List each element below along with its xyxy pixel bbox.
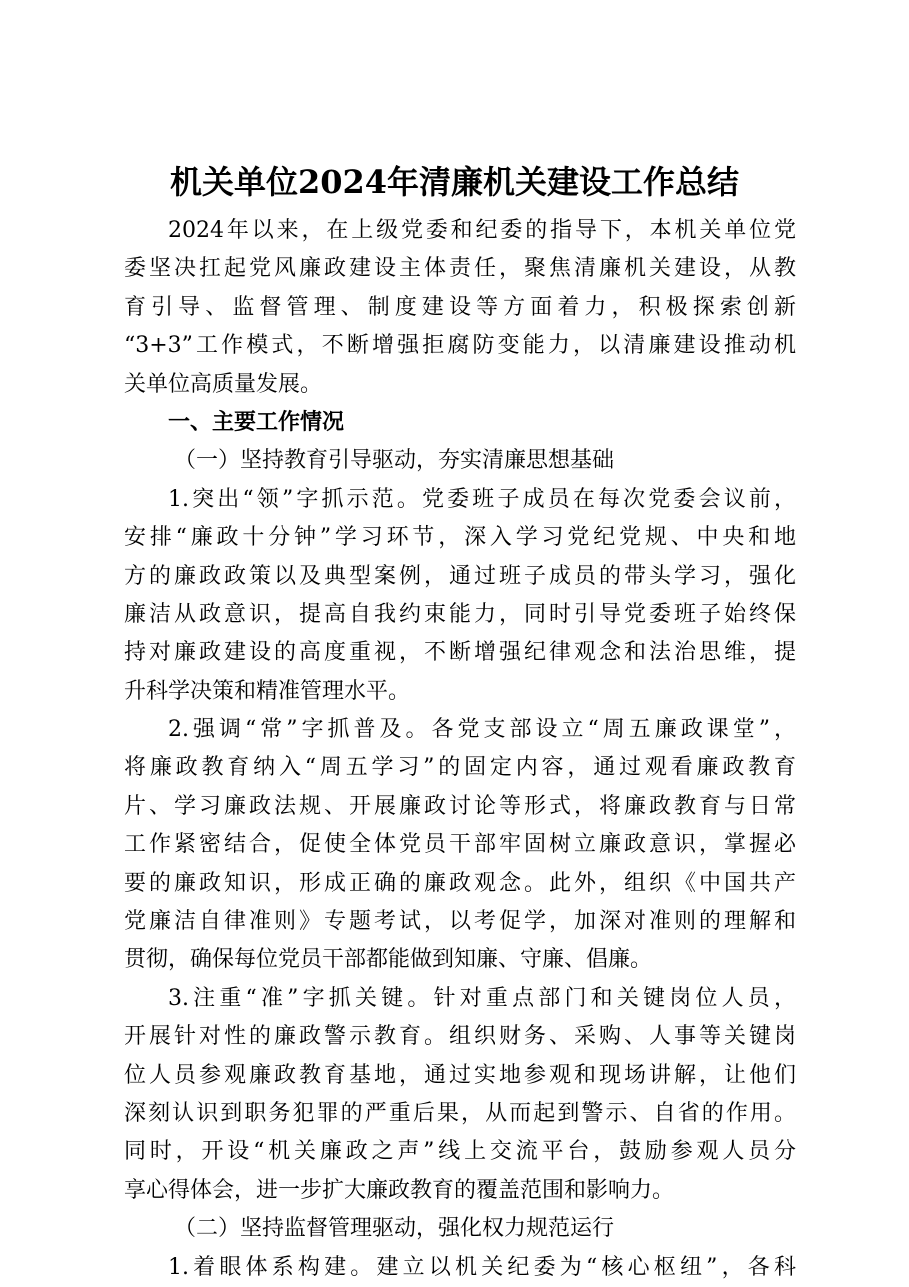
paragraph-line: 升科学决策和精准管理水平。 xyxy=(124,678,411,704)
subsection-heading: （一）坚持教育引导驱动，夯实清廉思想基础 xyxy=(174,448,615,474)
paragraph-line: 3.注重“准”字抓关键。针对重点部门和关键岗位人员， xyxy=(168,985,796,1011)
paragraph-line: 安排“廉政十分钟”学习环节，深入学习党纪党规、中央和地 xyxy=(124,525,796,551)
paragraph-line: 开展针对性的廉政警示教育。组织财务、采购、人事等关键岗 xyxy=(124,1024,796,1050)
document-title: 机关单位2024年清廉机关建设工作总结 xyxy=(169,163,740,201)
paragraph-line: 深刻认识到职务犯罪的严重后果，从而起到警示、自省的作用。 xyxy=(124,1100,796,1126)
paragraph-line: 片、学习廉政法规、开展廉政讨论等形式，将廉政教育与日常 xyxy=(124,793,796,819)
paragraph-line: 廉洁从政意识，提高自我约束能力，同时引导党委班子始终保 xyxy=(124,601,796,627)
paragraph-line: 关单位高质量发展。 xyxy=(124,371,323,397)
paragraph-line: 1.突出“领”字抓示范。党委班子成员在每次党委会议前， xyxy=(168,486,796,512)
paragraph-line: 持对廉政建设的高度重视，不断增强纪律观念和法治思维，提 xyxy=(124,640,796,666)
section-heading: 一、主要工作情况 xyxy=(168,409,345,435)
paragraph-line: 位人员参观廉政教育基地，通过实地参观和现场讲解，让他们 xyxy=(124,1062,796,1088)
paragraph-line: 育引导、监督管理、制度建设等方面着力，积极探索创新 xyxy=(124,294,796,320)
paragraph-line: 党廉洁自律准则》专题考试，以考促学，加深对准则的理解和 xyxy=(124,909,796,935)
paragraph-line: 工作紧密结合，促使全体党员干部牢固树立廉政意识，掌握必 xyxy=(124,832,796,858)
paragraph-line: 贯彻，确保每位党员干部都能做到知廉、守廉、倡廉。 xyxy=(124,947,653,973)
paragraph-line: 要的廉政知识，形成正确的廉政观念。此外，组织《中国共产 xyxy=(124,870,796,896)
paragraph-line: 将廉政教育纳入“周五学习”的固定内容，通过观看廉政教育 xyxy=(124,755,796,781)
paragraph-line: 1.着眼体系构建。建立以机关纪委为“核心枢纽”，各科 xyxy=(168,1254,796,1280)
paragraph-line: 2.强调“常”字抓普及。各党支部设立“周五廉政课堂”， xyxy=(168,717,796,743)
document-body xyxy=(124,212,796,1287)
paragraph-line: 方的廉政政策以及典型案例，通过班子成员的带头学习，强化 xyxy=(124,563,796,589)
paragraph-line: “3+3”工作模式，不断增强拒腐防变能力，以清廉建设推动机 xyxy=(124,333,796,359)
paragraph-line: 2024年以来，在上级党委和纪委的指导下，本机关单位党 xyxy=(168,218,796,243)
paragraph-line: 同时，开设“机关廉政之声”线上交流平台，鼓励参观人员分 xyxy=(124,1139,796,1165)
paragraph-line: 委坚决扛起党风廉政建设主体责任，聚焦清廉机关建设，从教 xyxy=(124,256,796,282)
subsection-heading: （二）坚持监督管理驱动，强化权力规范运行 xyxy=(174,1216,615,1242)
paragraph-line: 享心得体会，进一步扩大廉政教育的覆盖范围和影响力。 xyxy=(124,1177,675,1203)
